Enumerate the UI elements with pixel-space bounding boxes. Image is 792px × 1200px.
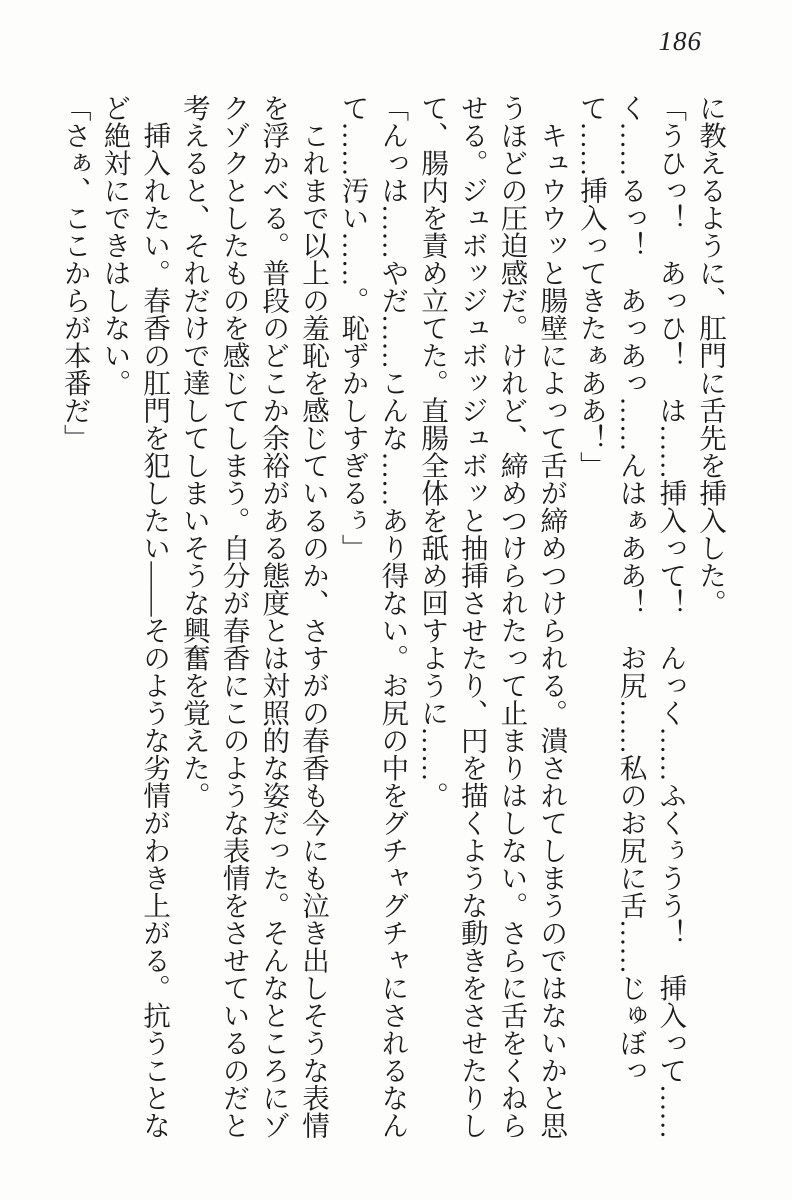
paragraph-4-dialogue: 「んっは……やだ……こんな……あり得ない。お尻の中をグチャグチャにされるなんて……汚い……。恥ずかしすぎるぅ」	[337, 94, 409, 1139]
paragraph-7-dialogue: 「さぁ、ここからが本番だ」	[59, 94, 91, 452]
text-block	[40, 94, 730, 1142]
paragraph-2-dialogue: 「うひっ！ あっひ！ は……挿入って！ んっく……ふくぅうう！ 挿入って……く……るっ！ あっあっ……んはぁああ！ お尻……私のお尻に舌……じゅぼって……挿入ってきたぁああ！」	[575, 94, 687, 1139]
paragraph-3: キュウウッと腸壁によって舌が締めつけられる。潰されてしまうのではないかと思うほどの圧迫感だ。けれど、締めつけられたって止まりはしない。さらに舌をくねらせる。ジュボッジュボッジュボッと抽挿させたり、円を描くような動きをさせたりして、腸内を責め立てた。直腸全体を舐め回すように……。	[417, 94, 568, 1139]
page-number: 186	[658, 26, 702, 56]
paragraph-1: に教えるように、肛門に舌先を挿入した。	[695, 94, 726, 617]
paragraph-5: これまで以上の羞恥を感じているのか、さすがの春香も今にも泣き出しそうな表情を浮かべる。普段のどこか余裕がある態度とは対照的な姿だった。そんなところにゾクゾクとしたものを感じてしまう。自分が春香にこのような表情をさせているのだと考えると、それだけで達してしまいそうな興奮を覚えた。	[178, 94, 329, 1139]
paragraph-6: 挿入れたい。春香の肛門を犯したい――そのような劣情がわき上がる。抗うことなど絶対にできはしない。	[99, 94, 171, 1139]
